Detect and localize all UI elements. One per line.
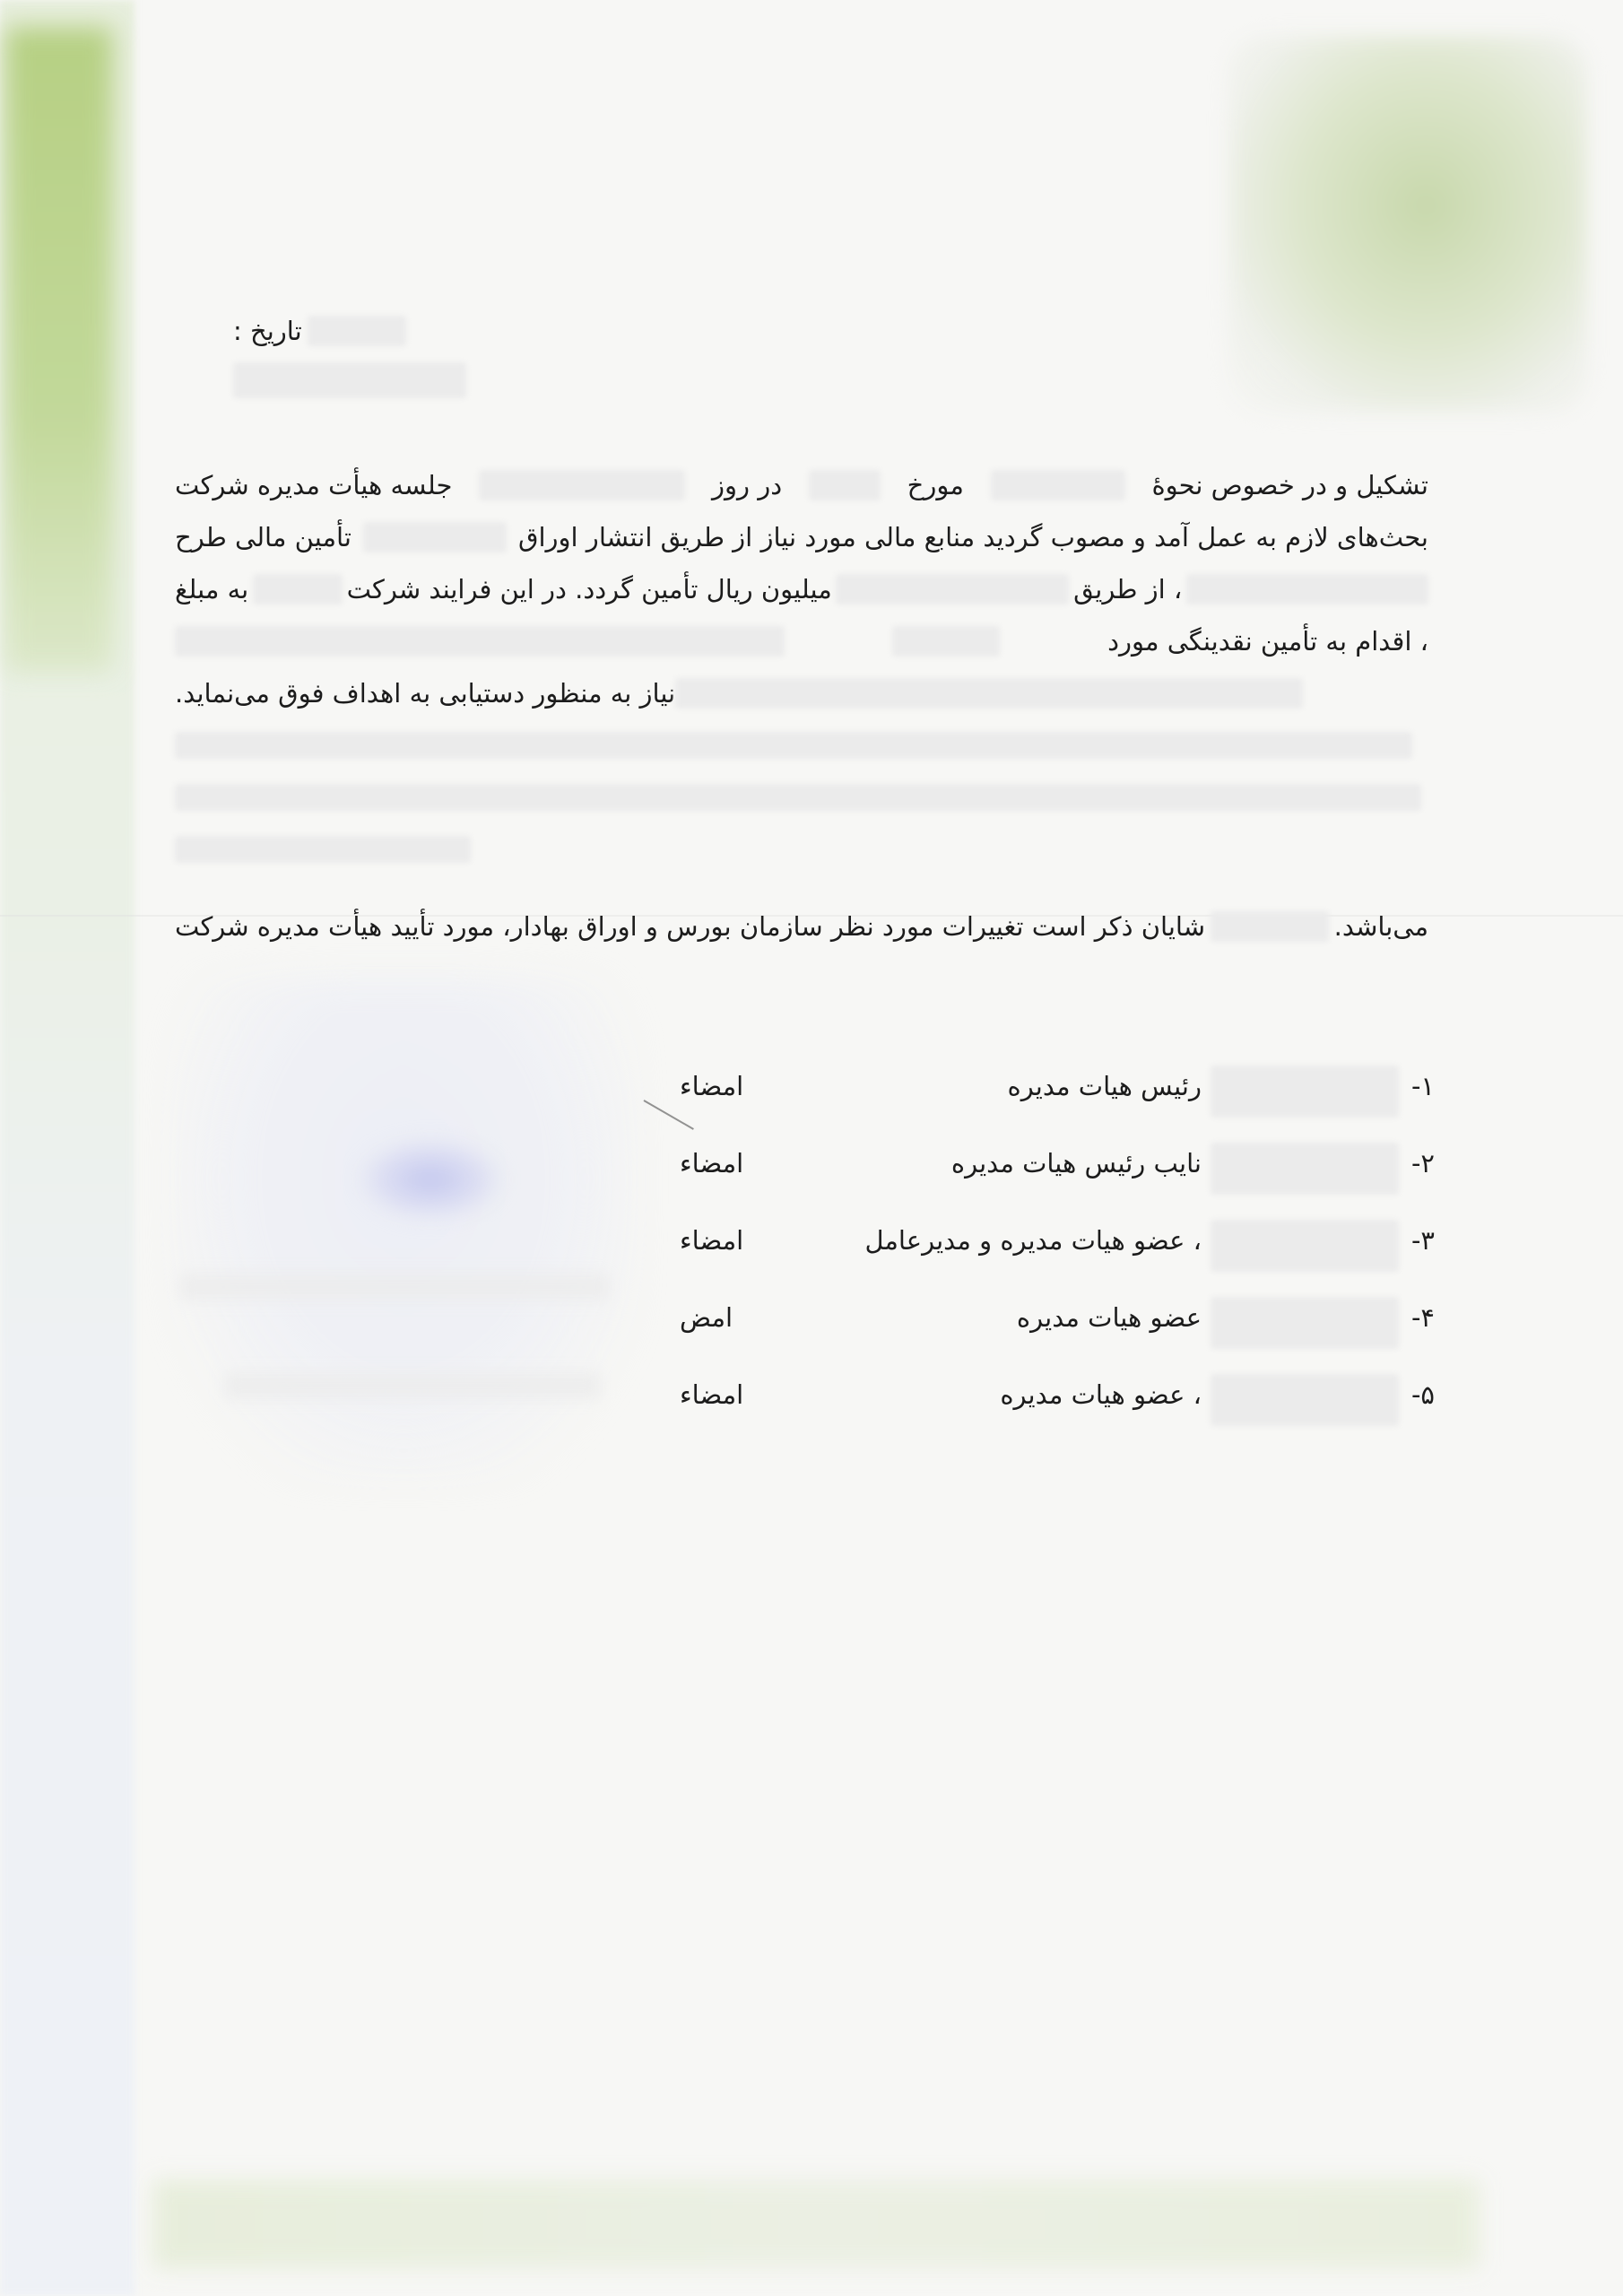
paragraph-line [175,563,1428,615]
paragraph-line [175,667,1428,719]
date-block [233,316,502,398]
signatory-row [628,1370,1435,1448]
paragraph-line [175,615,1428,667]
signature-ink-redacted [359,1139,502,1220]
paragraph-line [175,459,1428,511]
signatory-number: ۲- [1410,1148,1435,1178]
paragraph-line-redacted [175,719,1428,771]
signature-label: امضاء [680,1148,744,1178]
signatory-row [628,1216,1435,1293]
project-name-redacted [363,522,507,552]
resolution-paragraph [175,459,1428,875]
approval-note [175,900,1428,952]
signatory-name-redacted [1211,1143,1399,1195]
signatory-number: ۱- [1410,1071,1435,1101]
signature-label: امضاء [680,1379,744,1410]
signatory-name-redacted [1211,1220,1399,1272]
line-text: مورخ [907,470,964,500]
signatory-number: ۴- [1410,1302,1435,1333]
signature-label: امض [680,1302,733,1333]
company-name-redacted [479,470,685,500]
paragraph-line-redacted [175,823,1428,875]
line-text: نیاز به منظور دستیابی به اهداف فوق می‌نماید. [175,678,676,709]
amount-redacted [253,574,343,604]
signatory-role: عضو هیات مدیره [1016,1302,1202,1333]
date-number-redacted [233,362,466,398]
signatory-row [628,1139,1435,1216]
redacted-text [175,836,471,863]
company-logo-redacted [1228,36,1587,413]
stamp-redacted [170,978,637,1480]
line-text: در روز [711,470,783,500]
signatory-role: ، عضو هیات مدیره [1000,1379,1202,1410]
line-text: تشکیل و در خصوص نحوهٔ [1151,470,1428,500]
signatory-row [628,1062,1435,1139]
paragraph-line [175,511,1428,563]
letterhead-footer [152,2179,1480,2269]
line-tail-redacted [675,678,1303,709]
line-text: جلسه هیأت مدیره شرکت [175,470,453,500]
letterhead-accent [5,27,113,673]
line-text: به مبلغ [175,574,249,604]
meeting-date-redacted [991,470,1125,500]
stamp-text-redacted [179,1274,610,1300]
company-name-redacted [1211,911,1329,942]
method-redacted [1186,574,1428,604]
stamp-text-redacted [224,1372,601,1399]
signatory-number: ۵- [1410,1379,1435,1410]
line-text: ، اقدام به تأمین نقدینگی مورد [1107,626,1428,657]
signature-label: امضاء [680,1071,744,1101]
line-text: بحث‌های لازم به عمل آمد و مصوب گردید منابع مالی مورد نیاز از طریق انتشار اوراق [517,522,1428,552]
redacted-text [175,784,1421,811]
line-text: ، از طریق [1073,574,1183,604]
company-name-redacted [836,574,1069,604]
signatories-list [628,1062,1435,1448]
line-start-redacted [175,626,785,657]
note-text: شایان ذکر است تغییرات مورد نظر سازمان بورس و اوراق بهادار، مورد تأیید هیأت مدیره شرکت [175,911,1206,942]
line-text: میلیون ریال تأمین گردد. در این فرایند شرکت [346,574,832,604]
signature-label: امضاء [680,1225,744,1256]
line-mid-redacted [892,626,1000,657]
line-text: تأمین مالی طرح [175,522,352,552]
signatory-name-redacted [1211,1374,1399,1426]
signatory-name-redacted [1211,1065,1399,1118]
signatory-number: ۳- [1410,1225,1435,1256]
signatory-role: رئیس هیات مدیره [1007,1071,1202,1101]
date-value-redacted [308,316,406,346]
redacted-text [175,732,1412,759]
note-text-end: می‌باشد. [1333,911,1428,942]
date-label: تاریخ : [233,316,302,346]
signatory-role: ، عضو هیات مدیره و مدیرعامل [864,1225,1202,1256]
signatory-role: نایب رئیس هیات مدیره [950,1148,1202,1178]
day-redacted [809,470,881,500]
paragraph-line-redacted [175,771,1428,823]
signatory-name-redacted [1211,1297,1399,1349]
signatory-row [628,1293,1435,1370]
